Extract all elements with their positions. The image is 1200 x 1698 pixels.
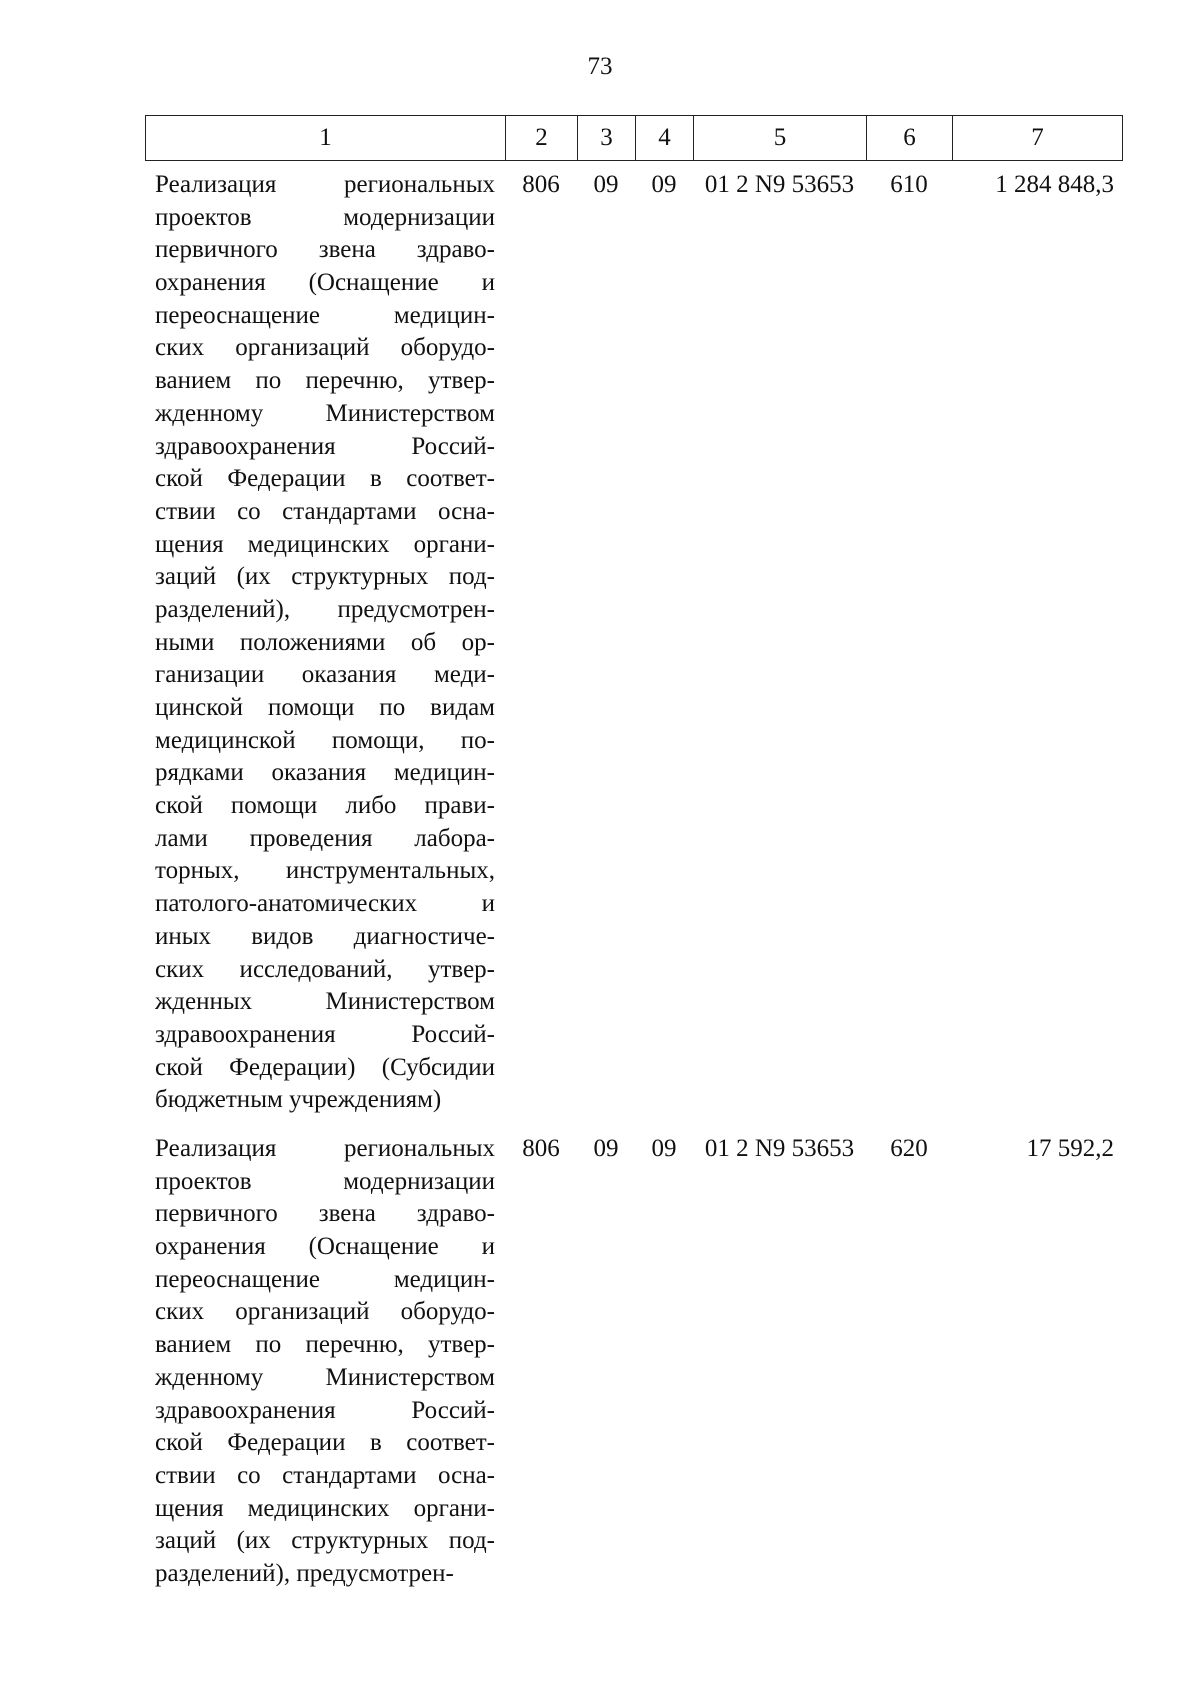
description-line: медицинской помощи, по- [155, 726, 495, 754]
description-line: ской Федерации) (Субсидии [155, 1053, 495, 1081]
cell-section: 09 [593, 171, 619, 198]
table-header [145, 115, 1123, 161]
description-line: ствии со стандартами осна- [155, 497, 495, 525]
description-line: ских исследований, утвер- [155, 955, 495, 983]
description-line: разделений), предусмотрен- [155, 1559, 454, 1587]
description-line: разделений), предусмотрен- [155, 595, 495, 623]
description-line: охранения (Оснащение и [155, 1233, 495, 1261]
cell-ministry-code: 806 [522, 1135, 560, 1162]
description-line: здравоохранения Россий- [155, 1396, 495, 1424]
cell-section: 09 [593, 1135, 619, 1162]
description-line: здравоохранения Россий- [155, 432, 495, 460]
description-line: проектов модернизации [155, 1167, 495, 1195]
description-line: ской Федерации в соответ- [155, 1429, 495, 1457]
row-description [155, 1133, 495, 1591]
description-line: ствии со стандартами осна- [155, 1461, 495, 1489]
header-col-1: 1 [146, 116, 506, 161]
description-line: ными положениями об ор- [155, 628, 495, 656]
header-col-6: 6 [867, 116, 953, 161]
cell-expense-type: 620 [890, 1135, 928, 1162]
description-line: жденных Министерством [155, 988, 495, 1016]
description-line: первичного звена здраво- [155, 1200, 495, 1228]
header-col-2: 2 [506, 116, 578, 161]
description-line: жденному Министерством [155, 399, 495, 427]
cell-expense-type: 610 [890, 171, 928, 198]
description-line: Реализация региональных [155, 171, 495, 198]
page-number: 73 [587, 53, 613, 80]
description-line: заций (их структурных под- [155, 1527, 495, 1555]
description-line: ских организаций оборудо- [155, 334, 495, 362]
description-line: цинской помощи по видам [155, 694, 495, 721]
description-line: заций (их структурных под- [155, 563, 495, 591]
cell-ministry-code: 806 [522, 171, 560, 198]
description-line: щения медицинских органи- [155, 530, 495, 558]
description-line: охранения (Оснащение и [155, 269, 495, 297]
description-line: рядками оказания медицин- [155, 759, 495, 787]
description-line: ских организаций оборудо- [155, 1298, 495, 1326]
description-line: жденному Министерством [155, 1363, 495, 1391]
description-line: иных видов диагностиче- [155, 922, 495, 950]
description-line: ской Федерации в соответ- [155, 465, 495, 493]
cell-subsection: 09 [651, 171, 677, 198]
header-col-3: 3 [578, 116, 636, 161]
description-line: переоснащение медицин- [155, 301, 495, 329]
cell-subsection: 09 [651, 1135, 677, 1162]
cell-target-article: 01 2 N9 53653 [704, 171, 855, 198]
row-description [155, 169, 495, 1117]
description-line: здравоохранения Россий- [155, 1020, 495, 1048]
description-line: Реализация региональных [155, 1135, 495, 1162]
description-line: ванием по перечню, утвер- [155, 1331, 495, 1359]
description-line: бюджетным учреждениям) [155, 1086, 442, 1114]
description-line: ганизации оказания меди- [155, 661, 495, 689]
description-line: торных, инструментальных, [155, 857, 495, 885]
description-line: проектов модернизации [155, 203, 495, 231]
cell-target-article: 01 2 N9 53653 [704, 1135, 855, 1162]
description-line: патолого-анатомических и [155, 890, 495, 918]
cell-amount: 17 592,2 [1026, 1135, 1114, 1162]
description-line: ской помощи либо прави- [155, 792, 495, 820]
description-line: первичного звена здраво- [155, 236, 495, 264]
description-line: переоснащение медицин- [155, 1265, 495, 1293]
description-line: щения медицинских органи- [155, 1494, 495, 1522]
description-line: лами проведения лабора- [155, 824, 495, 852]
header-col-4: 4 [636, 116, 694, 161]
cell-amount: 1 284 848,3 [995, 171, 1114, 198]
description-line: ванием по перечню, утвер- [155, 367, 495, 395]
header-col-7: 7 [953, 116, 1123, 161]
header-col-5: 5 [694, 116, 867, 161]
